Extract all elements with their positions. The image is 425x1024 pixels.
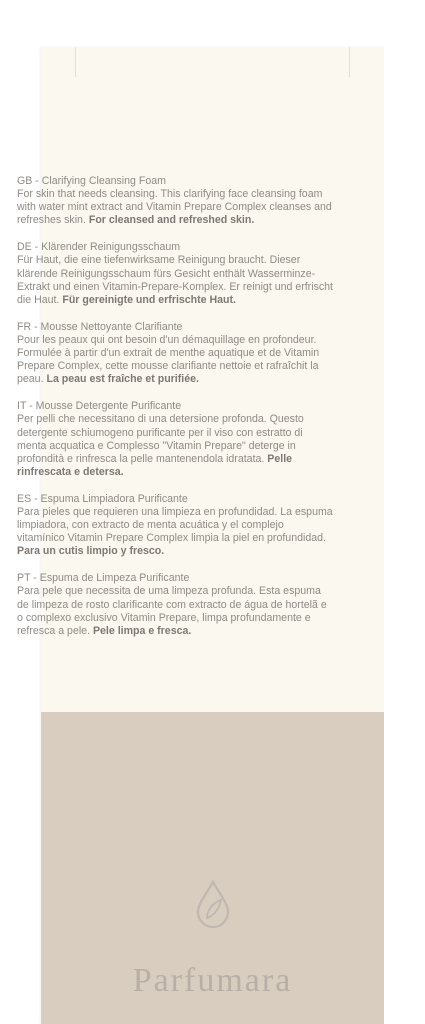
- section-pt: [17, 572, 333, 637]
- section-heading: PT - Espuma de Limpeza Purificante: [17, 572, 190, 585]
- brand-watermark-text: Parfumara: [132, 962, 293, 999]
- flap-fold-left: [75, 47, 76, 77]
- section-de: [17, 241, 333, 306]
- section-heading: GB - Clarifying Cleansing Foam: [17, 175, 166, 187]
- section-fr: [17, 321, 333, 386]
- section-emphasis: For cleansed and refreshed skin.: [88, 214, 255, 227]
- watermark: [0, 880, 425, 1000]
- flap-fold-right: [349, 47, 350, 77]
- section-emphasis: Pelle rinfrescata e detersa.: [17, 452, 293, 478]
- section-heading: DE - Klärender Reinigungsschaum: [17, 241, 181, 254]
- section-gb: [17, 175, 333, 227]
- section-emphasis: Para un cutis limpio y fresco.: [17, 545, 165, 558]
- section-heading: ES - Espuma Limpiadora Purificante: [17, 492, 188, 505]
- section-body: Per pelli che necessitano di una detersione profonda. Questo detergente schiumogeno purificante per il viso con estratto di menta acquatica e Complesso "Vitamin Prepare" deterge in profondità e rinfresca la pelle mantenendola idratata.: [17, 413, 304, 465]
- ingredient-text-panel: [17, 175, 333, 652]
- section-emphasis: Pele limpa e fresca.: [92, 624, 192, 637]
- section-body: Para pieles que requieren una limpieza en profundidad. La espuma limpiadora, con extracto de menta acuática y el complejo vitamínico Vitamin Prepare Complex limpia la piel en profundidad.: [17, 505, 333, 545]
- section-es: [17, 493, 333, 558]
- section-body: Pour les peaux qui ont besoin d'un démaquillage en profondeur. Formulée à partir d'un extrait de menthe aquatique et de Vitamin Prepare Complex, cette mousse clarifiante nettoie et rafraîchit la peau.: [17, 333, 320, 386]
- section-heading: IT - Mousse Detergente Purificante: [17, 400, 182, 413]
- drop-leaf-icon: [195, 880, 231, 928]
- section-it: [17, 400, 333, 479]
- section-body: Für Haut, die eine tiefenwirksame Reinigung braucht. Dieser klärende Reinigungsschaum fürs Gesicht enthält Wasserminze-Extrakt und einen Vitamin-Prepare-Komplex. Er reinigt und erfrischt die Haut.: [17, 254, 333, 306]
- section-body: Para pele que necessita de uma limpeza profunda. Esta espuma de limpeza de rosto clarificante com extracto de água de hortelã e o complexo exclusivo Vitamin Prepare, limpa profundamente e refresca a pele.: [17, 585, 327, 637]
- section-heading: FR - Mousse Nettoyante Clarifiante: [17, 320, 183, 333]
- section-body: For skin that needs cleansing. This clarifying face cleansing foam with water mint extract and Vitamin Prepare Complex cleanses and refreshes skin.: [17, 188, 332, 227]
- section-emphasis: Für gereinigte und erfrischte Haut.: [62, 293, 237, 306]
- section-emphasis: La peau est fraîche et purifiée.: [46, 373, 199, 386]
